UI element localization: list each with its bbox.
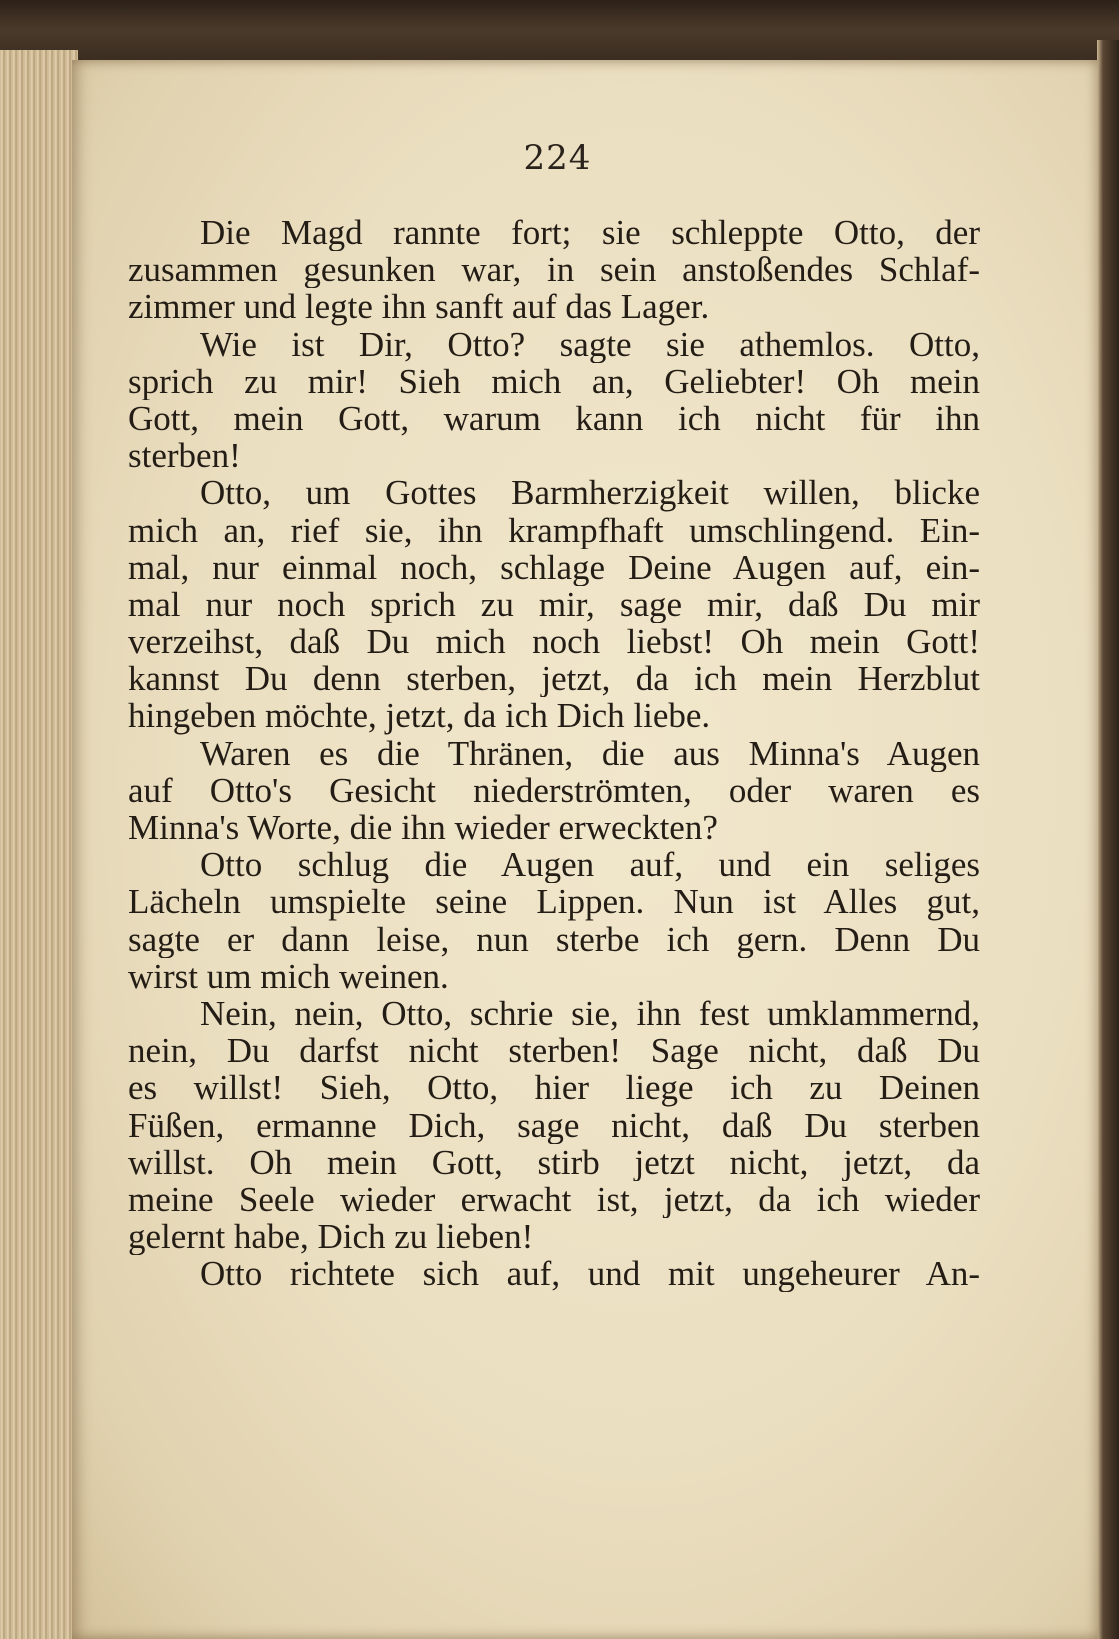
book-spine-edge <box>1097 40 1119 1639</box>
text-line: verzeihst, daß Du mich noch liebst! Oh mein Gott! <box>128 623 980 661</box>
text-line: meine Seele wieder erwacht ist, jetzt, da ich wieder <box>128 1180 980 1219</box>
text-line: wirst um mich weinen. <box>128 957 449 995</box>
text-line: Otto, um Gottes Barmherzigkeit willen, blicke <box>200 474 980 512</box>
text-line: Füßen, ermanne Dich, sage nicht, daß Du sterben <box>128 1106 980 1144</box>
page-stack-edge <box>0 50 78 1639</box>
text-line: Die Magd rannte fort; sie schleppte Otto, der <box>200 214 980 252</box>
text-line: Otto richtete sich auf, und mit ungeheurer An- <box>200 1255 980 1293</box>
text-line: zusammen gesunken war, in sein anstoßendes Schlaf- <box>128 251 980 289</box>
text-line: Minna's Worte, die ihn wieder erweckten? <box>128 809 718 847</box>
text-line: zimmer und legte ihn sanft auf das Lager. <box>128 288 710 326</box>
text-line: gelernt habe, Dich zu lieben! <box>128 1218 534 1256</box>
text-line: Otto schlug die Augen auf, und ein seliges <box>200 846 980 884</box>
text-line: Nein, nein, Otto, schrie sie, ihn fest umklammernd, <box>200 994 980 1033</box>
text-line: es willst! Sieh, Otto, hier liege ich zu Deinen <box>128 1069 980 1107</box>
text-line: hingeben möchte, jetzt, da ich Dich liebe. <box>128 697 711 735</box>
text-line: auf Otto's Gesicht niederströmten, oder waren es <box>128 771 980 809</box>
page-text <box>128 214 980 1292</box>
text-line: sagte er dann leise, nun sterbe ich gern. Denn Du <box>128 920 980 958</box>
text-line: nein, Du darfst nicht sterben! Sage nicht, daß Du <box>128 1032 980 1070</box>
page-number: 224 <box>523 138 592 178</box>
text-line: mal, nur einmal noch, schlage Deine Augen auf, ein- <box>128 548 980 586</box>
text-line: mal nur noch sprich zu mir, sage mir, daß Du mir <box>128 585 980 624</box>
text-line: sprich zu mir! Sieh mich an, Geliebter! Oh mein <box>128 362 980 400</box>
text-line: Gott, mein Gott, warum kann ich nicht für ihn <box>128 399 980 438</box>
text-line: Wie ist Dir, Otto? sagte sie athemlos. Otto, <box>200 325 980 363</box>
text-line: sterben! <box>128 437 241 475</box>
text-line: Lächeln umspielte seine Lippen. Nun ist Alles gut, <box>128 883 980 921</box>
text-line: mich an, rief sie, ihn krampfhaft umschlingend. Ein- <box>128 511 980 549</box>
text-line: willst. Oh mein Gott, stirb jetzt nicht, jetzt, da <box>128 1143 980 1181</box>
text-line: Waren es die Thränen, die aus Minna's Augen <box>200 734 980 772</box>
text-line: kannst Du denn sterben, jetzt, da ich mein Herzblut <box>128 660 980 698</box>
